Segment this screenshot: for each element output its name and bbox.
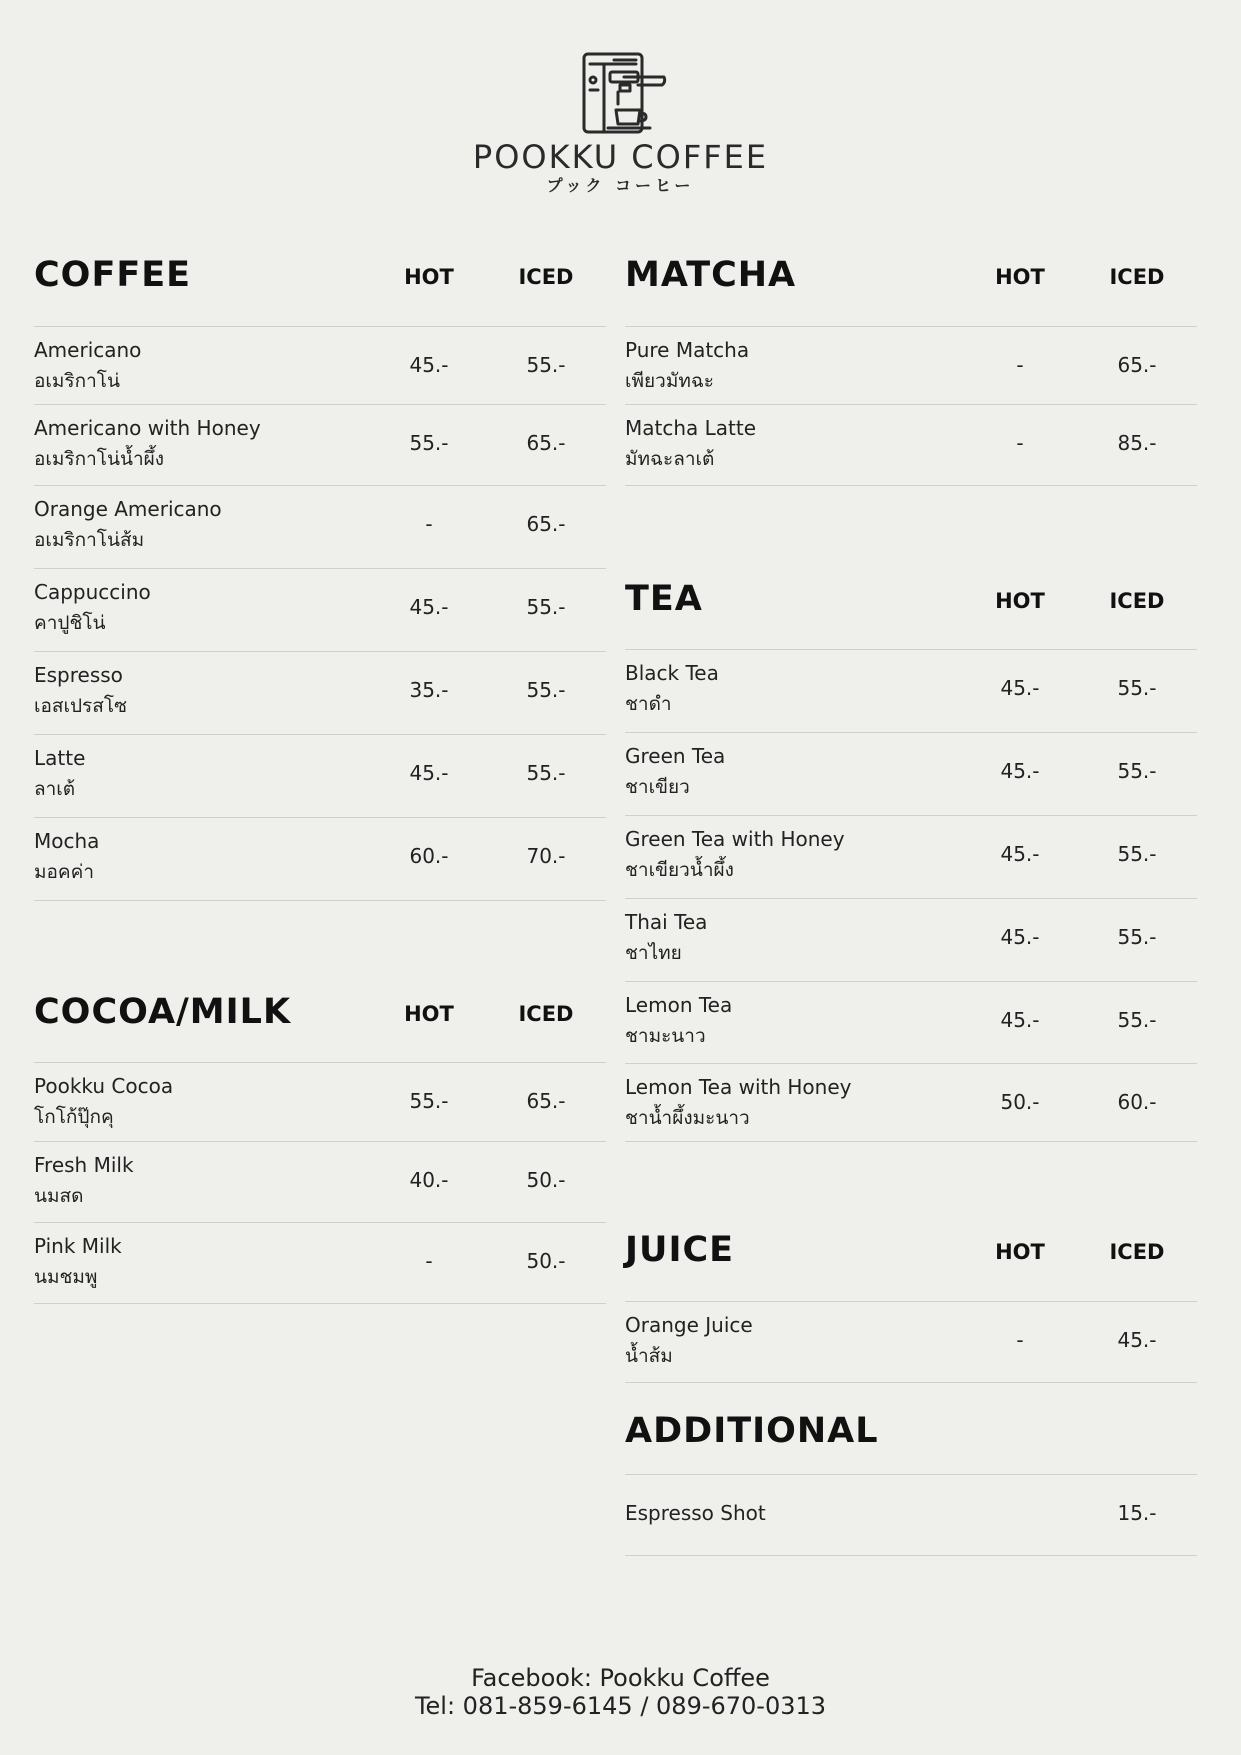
price-hot: -	[1016, 431, 1024, 455]
section-title: JUICE	[625, 1230, 735, 1270]
price-iced: 50.-	[526, 1249, 566, 1273]
menu-item	[34, 735, 606, 818]
item-name-th: นมสด	[34, 1185, 84, 1207]
brand-name: POOKKU COFFEE	[472, 138, 769, 176]
item-name-th: น้ำส้ม	[625, 1345, 673, 1367]
item-name-en: Espresso	[34, 663, 123, 687]
price-iced: 60.-	[1117, 1090, 1157, 1114]
item-name-th: โกโก้ปุ๊กคุ	[34, 1106, 114, 1128]
column-header-hot: HOT	[404, 265, 454, 289]
item-name-th: ชาดำ	[625, 693, 672, 715]
item-name-th: คาปูชิโน่	[34, 612, 106, 634]
item-name-th: มัทฉะลาเต้	[625, 448, 715, 470]
column-header-iced: ICED	[518, 1002, 574, 1026]
menu-item	[625, 327, 1197, 405]
item-name-en: Green Tea	[625, 744, 726, 768]
item-name-en: Pookku Cocoa	[34, 1074, 174, 1098]
item-name-en: Matcha Latte	[625, 416, 757, 440]
price-hot: 45.-	[1000, 759, 1040, 783]
price: 15.-	[1117, 1501, 1157, 1525]
price-hot: 55.-	[409, 431, 449, 455]
price-iced: 55.-	[526, 595, 566, 619]
price-hot: 60.-	[409, 844, 449, 868]
menu-item	[34, 1063, 606, 1142]
item-name-th: เอสเปรสโซ	[34, 695, 127, 717]
column-header-iced: ICED	[1109, 265, 1165, 289]
menu-item	[34, 486, 606, 569]
price-hot: 50.-	[1000, 1090, 1040, 1114]
price-iced: 55.-	[1117, 759, 1157, 783]
column-header-iced: ICED	[1109, 589, 1165, 613]
menu-item	[625, 650, 1197, 733]
espresso-machine-icon	[580, 50, 668, 136]
price-hot: 55.-	[409, 1089, 449, 1113]
section-title: MATCHA	[625, 255, 797, 295]
price-hot: 45.-	[409, 595, 449, 619]
item-name-th: มอคค่า	[34, 861, 95, 883]
price-iced: 55.-	[1117, 925, 1157, 949]
menu-item	[34, 818, 606, 901]
menu-item	[34, 405, 606, 486]
price-iced: 50.-	[526, 1168, 566, 1192]
item-name-th: ชาไทย	[625, 942, 682, 964]
juice-list	[625, 1301, 1197, 1383]
column-header-hot: HOT	[995, 589, 1045, 613]
price-hot: -	[425, 512, 433, 536]
item-name-th: นมชมพู	[34, 1266, 98, 1288]
footer-tel: Tel: 081-859-6145 / 089-670-0313	[414, 1692, 827, 1720]
price-iced: 65.-	[1117, 353, 1157, 377]
item-name-en: Thai Tea	[625, 910, 708, 934]
section-title: TEA	[625, 579, 703, 619]
item-name-en: Espresso Shot	[625, 1501, 766, 1525]
item-name-en: Latte	[34, 746, 86, 770]
item-name-th: ชาเขียว	[625, 776, 690, 798]
item-name-th: ชามะนาว	[625, 1025, 706, 1047]
price-iced: 55.-	[1117, 842, 1157, 866]
additional-list	[625, 1474, 1197, 1556]
item-name-th: ชาเขียวน้ำผึ้ง	[625, 859, 734, 881]
price-iced: 55.-	[526, 678, 566, 702]
price-hot: 45.-	[409, 353, 449, 377]
menu-item	[34, 327, 606, 405]
item-name-en: Orange Americano	[34, 497, 222, 521]
item-name-th: อเมริกาโน่	[34, 370, 121, 392]
menu-item	[625, 899, 1197, 982]
price-iced: 55.-	[526, 761, 566, 785]
item-name-th: อเมริกาโน่ส้ม	[34, 529, 145, 551]
price-hot: -	[425, 1249, 433, 1273]
item-name-th: ลาเต้	[34, 778, 76, 800]
item-name-en: Black Tea	[625, 661, 719, 685]
item-name-en: Orange Juice	[625, 1313, 753, 1337]
price-iced: 55.-	[1117, 676, 1157, 700]
item-name-en: Pure Matcha	[625, 338, 750, 362]
item-name-en: Americano	[34, 338, 142, 362]
price-iced: 55.-	[526, 353, 566, 377]
price-iced: 55.-	[1117, 1008, 1157, 1032]
price-iced: 70.-	[526, 844, 566, 868]
price-iced: 45.-	[1117, 1328, 1157, 1352]
column-header-iced: ICED	[518, 265, 574, 289]
menu-item	[34, 1142, 606, 1223]
price-hot: -	[1016, 353, 1024, 377]
matcha-list	[625, 326, 1197, 486]
item-name-en: Americano with Honey	[34, 416, 261, 440]
column-header-hot: HOT	[995, 265, 1045, 289]
price-hot: 45.-	[1000, 1008, 1040, 1032]
price-hot: 40.-	[409, 1168, 449, 1192]
brand-subtitle: プック コーヒー	[546, 176, 695, 195]
menu-item	[34, 1223, 606, 1304]
item-name-th: อเมริกาโน่น้ำผึ้ง	[34, 448, 165, 470]
item-name-en: Cappuccino	[34, 580, 151, 604]
item-name-en: Pink Milk	[34, 1234, 122, 1258]
menu-item	[34, 569, 606, 652]
item-name-en: Lemon Tea	[625, 993, 733, 1017]
item-name-en: Green Tea with Honey	[625, 827, 845, 851]
item-name-en: Lemon Tea with Honey	[625, 1075, 852, 1099]
column-header-hot: HOT	[404, 1002, 454, 1026]
menu-item	[625, 1302, 1197, 1383]
menu-item	[625, 816, 1197, 899]
item-name-th: ชาน้ำผึ้งมะนาว	[625, 1107, 750, 1129]
price-hot: 45.-	[1000, 676, 1040, 700]
menu-item	[625, 982, 1197, 1064]
price-iced: 65.-	[526, 431, 566, 455]
price-hot: 35.-	[409, 678, 449, 702]
footer-facebook: Facebook: Pookku Coffee	[471, 1664, 770, 1692]
price-hot: 45.-	[409, 761, 449, 785]
menu-item	[625, 1064, 1197, 1142]
section-title: COCOA/MILK	[34, 992, 292, 1032]
price-hot: 45.-	[1000, 842, 1040, 866]
price-hot: 45.-	[1000, 925, 1040, 949]
section-title: ADDITIONAL	[625, 1411, 879, 1451]
column-header-iced: ICED	[1109, 1240, 1165, 1264]
item-name-en: Fresh Milk	[34, 1153, 134, 1177]
tea-list	[625, 649, 1197, 1142]
price-iced: 65.-	[526, 512, 566, 536]
menu-item	[34, 652, 606, 735]
menu-item	[625, 733, 1197, 816]
coffee-list	[34, 326, 606, 901]
column-header-hot: HOT	[995, 1240, 1045, 1264]
item-name-en: Mocha	[34, 829, 100, 853]
price-iced: 65.-	[526, 1089, 566, 1113]
item-name-th: เพียวมัทฉะ	[625, 370, 715, 392]
price-hot: -	[1016, 1328, 1024, 1352]
section-title: COFFEE	[34, 255, 192, 295]
price-iced: 85.-	[1117, 431, 1157, 455]
menu-item	[625, 405, 1197, 486]
cocoa-milk-list	[34, 1062, 606, 1304]
menu-item	[625, 1475, 1197, 1556]
